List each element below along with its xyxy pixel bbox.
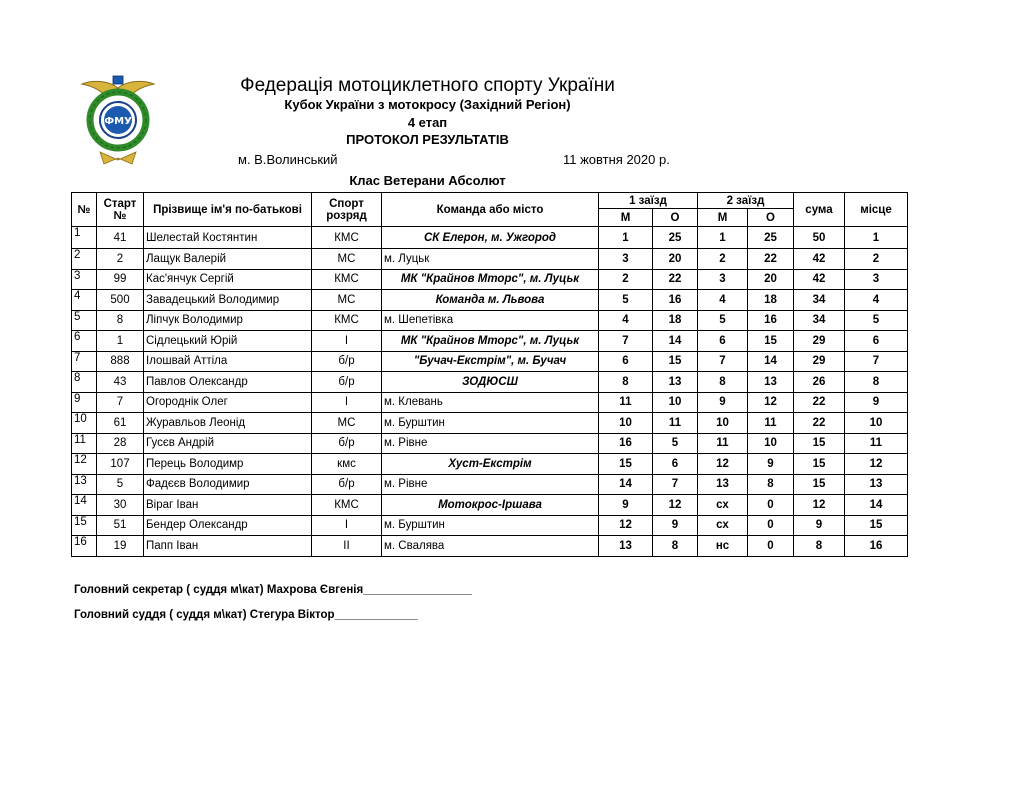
cell-no: 1	[72, 227, 97, 249]
cell-place: 2	[845, 249, 908, 270]
cell-no: 15	[72, 515, 97, 536]
cell-race1-o: 11	[653, 413, 698, 434]
cell-start: 107	[97, 454, 144, 475]
cell-name: Віраг Іван	[144, 495, 312, 516]
cell-rank: I	[312, 515, 382, 536]
cell-start: 7	[97, 392, 144, 413]
cell-race1-o: 12	[653, 495, 698, 516]
cell-no: 16	[72, 536, 97, 557]
cell-place: 14	[845, 495, 908, 516]
cell-no: 11	[72, 433, 97, 454]
table-row	[72, 351, 908, 372]
cell-race2-m: 1	[698, 227, 748, 249]
table-row	[72, 227, 908, 249]
cell-rank: II	[312, 536, 382, 557]
cell-race2-m: 11	[698, 433, 748, 454]
cell-race2-m: 12	[698, 454, 748, 475]
cell-no: 13	[72, 474, 97, 495]
cell-race1-m: 2	[599, 269, 653, 290]
cell-race2-o: 12	[748, 392, 794, 413]
cell-sum: 22	[794, 413, 845, 434]
cell-place: 9	[845, 392, 908, 413]
cell-start: 28	[97, 433, 144, 454]
cell-sum: 15	[794, 454, 845, 475]
cell-sum: 29	[794, 351, 845, 372]
cell-race2-o: 16	[748, 310, 794, 331]
cell-sum: 34	[794, 290, 845, 311]
cell-race1-m: 7	[599, 331, 653, 352]
cell-race2-o: 0	[748, 515, 794, 536]
cell-race1-m: 1	[599, 227, 653, 249]
cell-race2-m: 6	[698, 331, 748, 352]
cell-race2-m: 13	[698, 474, 748, 495]
logo-text: ФМУ	[104, 116, 132, 127]
cell-no: 2	[72, 249, 97, 270]
cup-title: Кубок України з мотокросу (Західний Регіон)	[284, 97, 571, 112]
cell-team: м. Шепетівка	[382, 310, 599, 331]
cell-team: "Бучач-Екстрім", м. Бучач	[382, 351, 599, 372]
class-title: Клас Ветерани Абсолют	[349, 173, 506, 188]
cell-start: 888	[97, 351, 144, 372]
cell-name: Огороднік Олег	[144, 392, 312, 413]
col-team: Команда або місто	[382, 193, 599, 227]
table-row	[72, 372, 908, 393]
cell-rank: КМС	[312, 227, 382, 249]
cell-team: м. Бурштин	[382, 413, 599, 434]
cell-start: 99	[97, 269, 144, 290]
cell-race1-m: 12	[599, 515, 653, 536]
cell-start: 5	[97, 474, 144, 495]
cell-race1-o: 5	[653, 433, 698, 454]
table-row	[72, 454, 908, 475]
table-row	[72, 474, 908, 495]
cell-rank: I	[312, 392, 382, 413]
cell-place: 10	[845, 413, 908, 434]
col-place: місце	[845, 193, 908, 227]
cell-place: 7	[845, 351, 908, 372]
cell-race1-o: 14	[653, 331, 698, 352]
cell-race1-o: 9	[653, 515, 698, 536]
table-row	[72, 249, 908, 270]
cell-name: Ілошвай Аттіла	[144, 351, 312, 372]
cell-team: Хуст-Екстрім	[382, 454, 599, 475]
cell-race1-m: 15	[599, 454, 653, 475]
cell-race2-o: 14	[748, 351, 794, 372]
cell-sum: 8	[794, 536, 845, 557]
cell-place: 16	[845, 536, 908, 557]
protocol-title: ПРОТОКОЛ РЕЗУЛЬТАТІВ	[346, 132, 509, 147]
cell-sum: 12	[794, 495, 845, 516]
table-row	[72, 495, 908, 516]
cell-race1-m: 3	[599, 249, 653, 270]
table-row	[72, 515, 908, 536]
event-date: 11 жовтня 2020 р.	[563, 152, 670, 167]
table-row	[72, 433, 908, 454]
cell-race2-m: 10	[698, 413, 748, 434]
cell-race1-o: 8	[653, 536, 698, 557]
cell-sum: 42	[794, 269, 845, 290]
cell-no: 6	[72, 331, 97, 352]
secretary-signature-line: Головний секретар ( суддя м\кат) Махрова Євгенія_________________	[74, 584, 472, 596]
cell-race2-o: 11	[748, 413, 794, 434]
cell-no: 14	[72, 495, 97, 516]
cell-race1-m: 13	[599, 536, 653, 557]
cell-race2-m: 5	[698, 310, 748, 331]
cell-sum: 42	[794, 249, 845, 270]
results-body	[72, 227, 908, 557]
cell-race1-m: 8	[599, 372, 653, 393]
cell-name: Завадецький Володимир	[144, 290, 312, 311]
cell-rank: МС	[312, 413, 382, 434]
cell-race2-m: нс	[698, 536, 748, 557]
cell-no: 4	[72, 290, 97, 311]
table-row	[72, 269, 908, 290]
cell-name: Кас'янчук Сергій	[144, 269, 312, 290]
cell-no: 10	[72, 413, 97, 434]
cell-race1-m: 6	[599, 351, 653, 372]
cell-sum: 15	[794, 474, 845, 495]
results-table	[71, 192, 908, 557]
cell-rank: б/р	[312, 372, 382, 393]
table-row	[72, 290, 908, 311]
cell-race1-m: 11	[599, 392, 653, 413]
cell-race2-o: 8	[748, 474, 794, 495]
cell-sum: 9	[794, 515, 845, 536]
cell-race1-m: 5	[599, 290, 653, 311]
cell-name: Ліпчук Володимир	[144, 310, 312, 331]
cell-team: м. Клевань	[382, 392, 599, 413]
cell-race2-m: 7	[698, 351, 748, 372]
col-no: №	[72, 193, 97, 227]
cell-race1-o: 15	[653, 351, 698, 372]
cell-race1-o: 6	[653, 454, 698, 475]
cell-sum: 50	[794, 227, 845, 249]
cell-place: 3	[845, 269, 908, 290]
col-race2: 2 заїзд	[698, 193, 794, 209]
cell-place: 12	[845, 454, 908, 475]
cell-race2-o: 18	[748, 290, 794, 311]
cell-start: 61	[97, 413, 144, 434]
cell-team: м. Рівне	[382, 474, 599, 495]
cell-rank: б/р	[312, 351, 382, 372]
cell-team: м. Луцьк	[382, 249, 599, 270]
col-rank: Спорт розряд	[312, 193, 382, 227]
col-sum: сума	[794, 193, 845, 227]
cell-team: Мотокрос-Іршава	[382, 495, 599, 516]
cell-sum: 34	[794, 310, 845, 331]
cell-name: Перець Володимр	[144, 454, 312, 475]
cell-place: 1	[845, 227, 908, 249]
col-race2-m: М	[698, 209, 748, 227]
cell-team: м. Бурштин	[382, 515, 599, 536]
cell-sum: 26	[794, 372, 845, 393]
cell-name: Сідлецький Юрій	[144, 331, 312, 352]
cell-rank: кмс	[312, 454, 382, 475]
cell-race2-o: 20	[748, 269, 794, 290]
cell-rank: б/р	[312, 433, 382, 454]
cell-race2-m: сх	[698, 495, 748, 516]
table-row	[72, 310, 908, 331]
cell-start: 1	[97, 331, 144, 352]
cell-race2-o: 0	[748, 495, 794, 516]
cell-race2-m: 4	[698, 290, 748, 311]
col-race2-o: О	[748, 209, 794, 227]
table-row	[72, 392, 908, 413]
cell-race2-o: 15	[748, 331, 794, 352]
cell-no: 7	[72, 351, 97, 372]
cell-race1-m: 16	[599, 433, 653, 454]
cell-race1-o: 16	[653, 290, 698, 311]
cell-no: 8	[72, 372, 97, 393]
cell-team: МК "Крайнов Мторс", м. Луцьк	[382, 331, 599, 352]
cell-race1-m: 10	[599, 413, 653, 434]
event-city: м. В.Волинський	[238, 152, 338, 167]
judge-signature-line: Головний суддя ( суддя м\кат) Стегура Віктор_____________	[74, 609, 418, 621]
cell-team: МК "Крайнов Мторс", м. Луцьк	[382, 269, 599, 290]
cell-team: СК Елерон, м. Ужгород	[382, 227, 599, 249]
cell-name: Лащук Валерій	[144, 249, 312, 270]
cell-no: 5	[72, 310, 97, 331]
cell-place: 4	[845, 290, 908, 311]
cell-rank: I	[312, 331, 382, 352]
cell-race1-m: 4	[599, 310, 653, 331]
cell-race2-o: 22	[748, 249, 794, 270]
cell-place: 13	[845, 474, 908, 495]
cell-place: 15	[845, 515, 908, 536]
cell-race1-o: 13	[653, 372, 698, 393]
cell-start: 8	[97, 310, 144, 331]
cell-start: 41	[97, 227, 144, 249]
cell-no: 9	[72, 392, 97, 413]
cell-race1-o: 25	[653, 227, 698, 249]
cell-rank: КМС	[312, 495, 382, 516]
cell-rank: КМС	[312, 269, 382, 290]
col-race1: 1 заїзд	[599, 193, 698, 209]
table-row	[72, 413, 908, 434]
cell-race2-m: 2	[698, 249, 748, 270]
cell-race1-m: 14	[599, 474, 653, 495]
cell-race2-o: 10	[748, 433, 794, 454]
federation-title: Федерація мотоциклетного спорту України	[240, 75, 615, 96]
cell-race2-o: 9	[748, 454, 794, 475]
cell-no: 3	[72, 269, 97, 290]
cell-start: 43	[97, 372, 144, 393]
cell-race2-m: сх	[698, 515, 748, 536]
cell-start: 500	[97, 290, 144, 311]
cell-race2-o: 13	[748, 372, 794, 393]
cell-race1-o: 7	[653, 474, 698, 495]
cell-sum: 22	[794, 392, 845, 413]
col-race1-o: О	[653, 209, 698, 227]
col-race1-m: М	[599, 209, 653, 227]
cell-start: 51	[97, 515, 144, 536]
cell-place: 5	[845, 310, 908, 331]
cell-start: 2	[97, 249, 144, 270]
cell-race2-m: 9	[698, 392, 748, 413]
cell-name: Павлов Олександр	[144, 372, 312, 393]
cell-race2-m: 8	[698, 372, 748, 393]
cell-team: Команда м. Львова	[382, 290, 599, 311]
cell-race1-o: 22	[653, 269, 698, 290]
stage-title: 4 етап	[407, 115, 448, 130]
cell-name: Шелестай Костянтин	[144, 227, 312, 249]
table-row	[72, 536, 908, 557]
cell-start: 30	[97, 495, 144, 516]
cell-place: 6	[845, 331, 908, 352]
cell-start: 19	[97, 536, 144, 557]
cell-sum: 15	[794, 433, 845, 454]
cell-no: 12	[72, 454, 97, 475]
cell-name: Фадєєв Володимир	[144, 474, 312, 495]
cell-race2-o: 25	[748, 227, 794, 249]
cell-place: 11	[845, 433, 908, 454]
cell-team: м. Свалява	[382, 536, 599, 557]
cell-race2-o: 0	[748, 536, 794, 557]
cell-rank: КМС	[312, 310, 382, 331]
cell-race2-m: 3	[698, 269, 748, 290]
cell-sum: 29	[794, 331, 845, 352]
cell-team: м. Рівне	[382, 433, 599, 454]
cell-race1-m: 9	[599, 495, 653, 516]
cell-rank: МС	[312, 249, 382, 270]
table-row	[72, 331, 908, 352]
cell-race1-o: 10	[653, 392, 698, 413]
cell-name: Папп Іван	[144, 536, 312, 557]
cell-rank: б/р	[312, 474, 382, 495]
cell-race1-o: 20	[653, 249, 698, 270]
col-start: Старт №	[97, 193, 144, 227]
cell-name: Бендер Олександр	[144, 515, 312, 536]
cell-rank: МС	[312, 290, 382, 311]
cell-race1-o: 18	[653, 310, 698, 331]
col-name: Прізвище ім'я по-батькові	[144, 193, 312, 227]
cell-place: 8	[845, 372, 908, 393]
cell-team: ЗОДЮСШ	[382, 372, 599, 393]
cell-name: Журавльов Леонід	[144, 413, 312, 434]
cell-name: Гусєв Андрій	[144, 433, 312, 454]
